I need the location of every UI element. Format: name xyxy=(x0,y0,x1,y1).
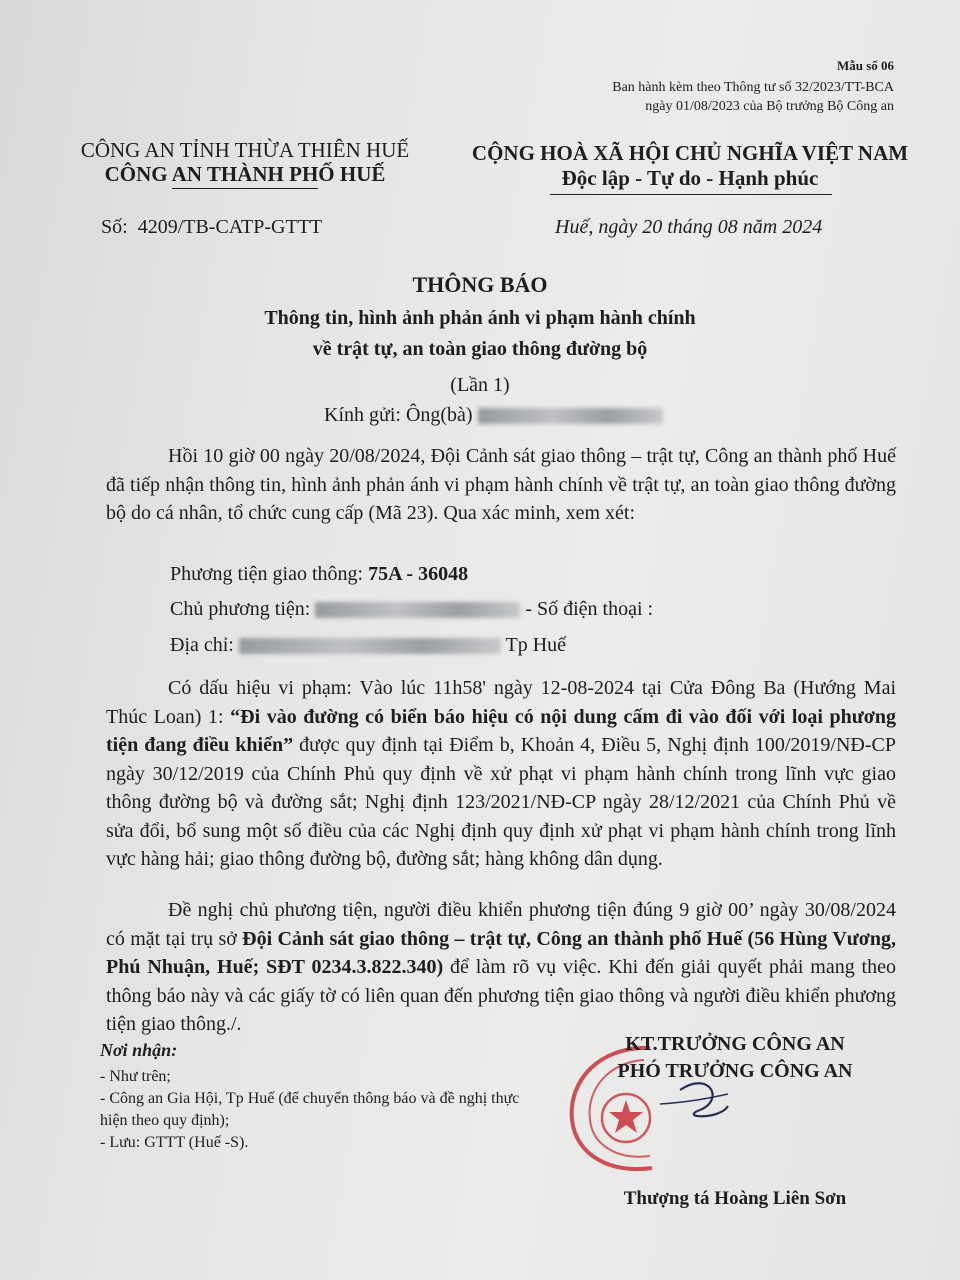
motto-underline xyxy=(550,194,832,195)
request-intro: Đề nghị chủ phương tiện, người điều khiển phương tiện đúng 9 giờ 00’ ngày 30/08/2024 có mặt tại trụ sở xyxy=(106,899,896,950)
redacted-owner-name xyxy=(315,602,520,618)
document-number xyxy=(101,216,322,239)
document-number-label: Số: xyxy=(101,216,128,238)
vehicle-label: Phương tiện giao thông: xyxy=(170,563,364,585)
document-title: THÔNG BÁO xyxy=(412,272,548,297)
national-title: CỘNG HOÀ XÃ HỘI CHỦ NGHĨA VIỆT NAM xyxy=(471,141,909,165)
form-issued-line2: ngày 01/08/2023 của Bộ trưởng Bộ Công an xyxy=(645,99,894,114)
form-issued-line1: Ban hành kèm theo Thông tư số 32/2023/TT-BCA xyxy=(612,80,894,95)
vehicle-plate: 75A - 36048 xyxy=(368,563,469,585)
national-motto: Độc lập - Tự do - Hạnh phúc xyxy=(561,166,819,190)
recipient-label: Kính gửi: Ông(bà) xyxy=(324,404,473,426)
request-details: để làm rõ vụ việc. Khi đến giải quyết phải mang theo thông báo này và các giấy tờ có liên quan đến phương tiện giao thông và người điều khiển phương tiện giao thông./. xyxy=(106,956,896,1035)
recipient-item: - Công an Gia Hội, Tp Huế (để chuyển thông báo và đề nghị thực hiện theo quy định); xyxy=(100,1090,520,1129)
form-issued-note xyxy=(612,78,894,116)
violation-paragraph xyxy=(106,674,896,874)
request-office: Đội Cảnh sát giao thông – trật tự, Công an thành phố Huế (56 Hùng Vương, Phú Nhuận, Huế; SĐT 0234.3.822.340) xyxy=(106,927,896,978)
recipient-item: - Như trên; xyxy=(100,1068,171,1085)
place-date: Huế, ngày 20 tháng 08 năm 2024 xyxy=(555,216,823,238)
redacted-recipient-name xyxy=(478,408,663,424)
recipients-list xyxy=(100,1066,530,1154)
address-city: Tp Huế xyxy=(505,634,567,656)
address-label: Địa chỉ: xyxy=(170,634,234,656)
violation-description: “Đi vào đường có biển báo hiệu có nội dung cấm đi vào đối với loại phương tiện đang điều khiển” xyxy=(106,705,896,756)
recipients-heading: Nơi nhận: xyxy=(100,1040,178,1060)
signature-position: PHÓ TRƯỞNG CÔNG AN xyxy=(617,1060,853,1082)
signature-authority: KT.TRƯỞNG CÔNG AN xyxy=(625,1033,845,1055)
document-subtitle-1: Thông tin, hình ảnh phản ánh vi phạm hành chính xyxy=(264,307,696,329)
signer-name: Thượng tá Hoàng Liên Sơn xyxy=(623,1188,847,1209)
form-number: Mẫu số 06 xyxy=(836,58,894,73)
vehicle-line xyxy=(170,563,468,586)
agency-underline xyxy=(172,188,318,189)
owner-line xyxy=(170,598,653,621)
request-paragraph xyxy=(106,896,896,1039)
document-subtitle-2: về trật tự, an toàn giao thông đường bộ xyxy=(312,338,648,360)
recipient-item: - Lưu: GTTT (Huế -S). xyxy=(100,1134,249,1151)
agency-parent: CÔNG AN TỈNH THỪA THIÊN HUẾ xyxy=(80,138,410,162)
phone-label: - Số điện thoại : xyxy=(525,598,654,620)
address-line xyxy=(170,634,566,657)
intro-paragraph: Hồi 10 giờ 00 ngày 20/08/2024, Đội Cảnh sát giao thông – trật tự, Công an thành phố Huế đã tiếp nhận thông tin, hình ảnh phản ánh vi phạm hành chính về trật tự, an toàn giao thông đường bộ do cá nhân, tổ chức cung cấp (Mã 23). Qua xác minh, xem xét: xyxy=(106,445,896,524)
redacted-address xyxy=(239,638,501,654)
notice-round: (Lần 1) xyxy=(450,374,510,396)
owner-label: Chủ phương tiện: xyxy=(170,598,311,620)
recipient-line xyxy=(324,404,663,427)
document-number-value: 4209/TB-CATP-GTTT xyxy=(137,216,323,238)
violation-legal-basis: được quy định tại Điểm b, Khoản 4, Điều 5, Nghị định 100/2019/NĐ-CP ngày 30/12/2019 của Chính Phủ quy định về xử phạt vi phạm hành chính trong lĩnh vực giao thông đường bộ và đường sắt; Nghị định 123/2021/NĐ-CP ngày 28/12/2021 của Chính Phủ về sửa đổi, bổ sung một số điều của các Nghị định quy định xử phạt vi phạm hành chính trong lĩnh vực hàng hải; giao thông đường bộ, đường sắt; hàng không dân dụng. xyxy=(106,734,896,870)
violation-intro: Có dấu hiệu vi phạm: Vào lúc 11h58' ngày 12-08-2024 tại Cửa Đông Ba (Hướng Mai Thúc Loan) 1: xyxy=(106,677,896,728)
agency-name: CÔNG AN THÀNH PHỐ HUẾ xyxy=(104,162,386,186)
